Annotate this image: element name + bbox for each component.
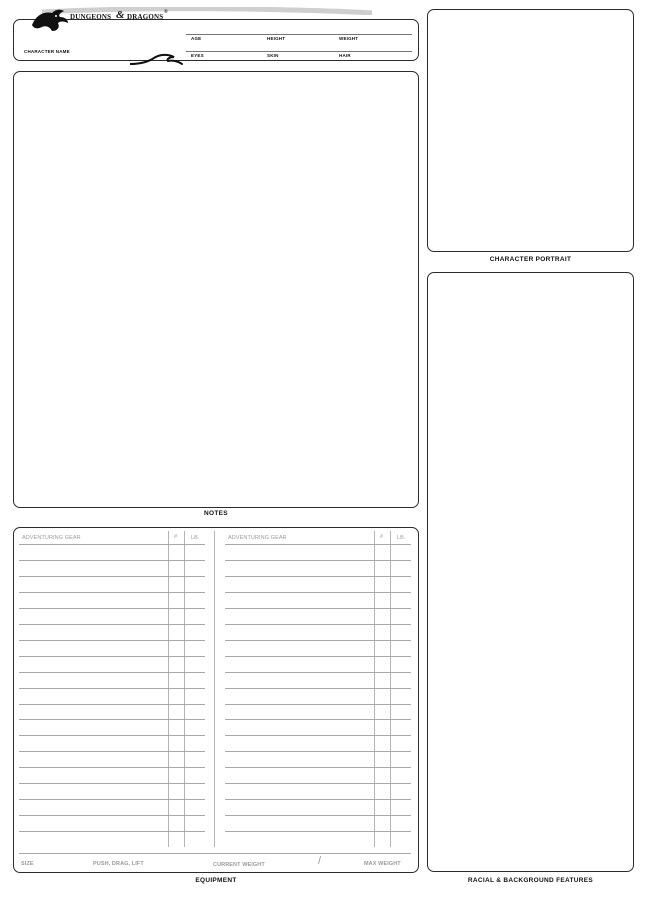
gear-table-divider (214, 531, 215, 847)
gear-entry-row-right[interactable] (225, 719, 411, 720)
notes-caption: NOTES (204, 510, 228, 517)
age-label: AGE (191, 36, 202, 41)
gear-entry-row-left[interactable] (19, 735, 205, 736)
gear-weight-header-right: LB. (397, 535, 406, 541)
gear-entry-row-left[interactable] (19, 831, 205, 832)
skin-label: SKIN (267, 53, 279, 58)
header-swash-decoration (130, 52, 190, 66)
gear-entry-row-left[interactable] (19, 624, 205, 625)
notes-area[interactable] (13, 71, 419, 508)
gear-entry-row-right[interactable] (225, 688, 411, 689)
gear-entry-row-right[interactable] (225, 656, 411, 657)
weight-separator: / (318, 855, 322, 867)
dragon-icon (30, 7, 70, 33)
size-label: SIZE (21, 861, 34, 867)
gear-entry-row-left[interactable] (19, 576, 205, 577)
equipment-caption: EQUIPMENT (195, 877, 237, 884)
gear-entry-row-right[interactable] (225, 783, 411, 784)
logo-dragons: DRAGONS (127, 13, 164, 21)
gear-entry-row-right[interactable] (225, 751, 411, 752)
equipment-footer-rule (19, 853, 411, 854)
gear-entry-row-right[interactable] (225, 608, 411, 609)
gear-entry-row-right[interactable] (225, 799, 411, 800)
gear-entry-row-right[interactable] (225, 640, 411, 641)
gear-entry-row-left[interactable] (19, 560, 205, 561)
hair-label: HAIR (339, 53, 351, 58)
gear-entry-row-left[interactable] (19, 640, 205, 641)
height-label: HEIGHT (267, 36, 286, 41)
gear-entry-row-right[interactable] (225, 815, 411, 816)
gear-header-right: ADVENTURING GEAR (228, 535, 287, 541)
gear-entry-row-left[interactable] (19, 704, 205, 705)
gear-entry-row-right[interactable] (225, 592, 411, 593)
logo-dungeons: DUNGEONS (70, 13, 112, 21)
character-name-label: CHARACTER NAME (24, 49, 70, 54)
field-line-row1 (186, 34, 412, 35)
gear-header-left: ADVENTURING GEAR (22, 535, 81, 541)
racial-background-features-area[interactable] (427, 272, 634, 872)
features-caption: RACIAL & BACKGROUND FEATURES (467, 877, 594, 884)
gear-entry-row-right[interactable] (225, 831, 411, 832)
push-drag-lift-label: PUSH, DRAG, LIFT (93, 861, 144, 867)
gear-entry-row-left[interactable] (19, 656, 205, 657)
gear-entry-row-left[interactable] (19, 799, 205, 800)
gear-entry-row-left[interactable] (19, 767, 205, 768)
gear-entry-row-left[interactable] (19, 815, 205, 816)
weight-label: WEIGHT (339, 36, 359, 41)
gear-entry-row-left[interactable] (19, 592, 205, 593)
gear-entry-row-right[interactable] (225, 624, 411, 625)
gear-entry-row-left[interactable] (19, 672, 205, 673)
max-weight-label: MAX WEIGHT (364, 861, 401, 867)
gear-entry-row-right[interactable] (225, 704, 411, 705)
gear-entry-row-right[interactable] (225, 735, 411, 736)
gear-entry-row-right[interactable] (225, 576, 411, 577)
gear-entry-row-left[interactable] (19, 544, 205, 545)
portrait-caption: CHARACTER PORTRAIT (489, 256, 572, 263)
eyes-label: EYES (191, 53, 204, 58)
gear-weight-header-left: LB. (191, 535, 200, 541)
gear-entry-row-right[interactable] (225, 767, 411, 768)
gear-entry-row-left[interactable] (19, 608, 205, 609)
gear-entry-row-left[interactable] (19, 783, 205, 784)
gear-count-header-left: # (174, 534, 178, 540)
character-portrait-area[interactable] (427, 9, 634, 252)
gear-entry-row-right[interactable] (225, 672, 411, 673)
gear-entry-row-right[interactable] (225, 560, 411, 561)
gear-entry-row-left[interactable] (19, 688, 205, 689)
current-weight-label: CURRENT WEIGHT (213, 862, 265, 868)
dnd-logo (30, 7, 178, 33)
gear-entry-row-left[interactable] (19, 719, 205, 720)
equipment-area (13, 527, 419, 873)
logo-registered: ® (164, 10, 168, 15)
gear-count-header-right: # (380, 534, 384, 540)
field-line-row2 (186, 51, 412, 52)
logo-ampersand: & (116, 9, 125, 21)
gear-entry-row-left[interactable] (19, 751, 205, 752)
gear-entry-row-right[interactable] (225, 544, 411, 545)
